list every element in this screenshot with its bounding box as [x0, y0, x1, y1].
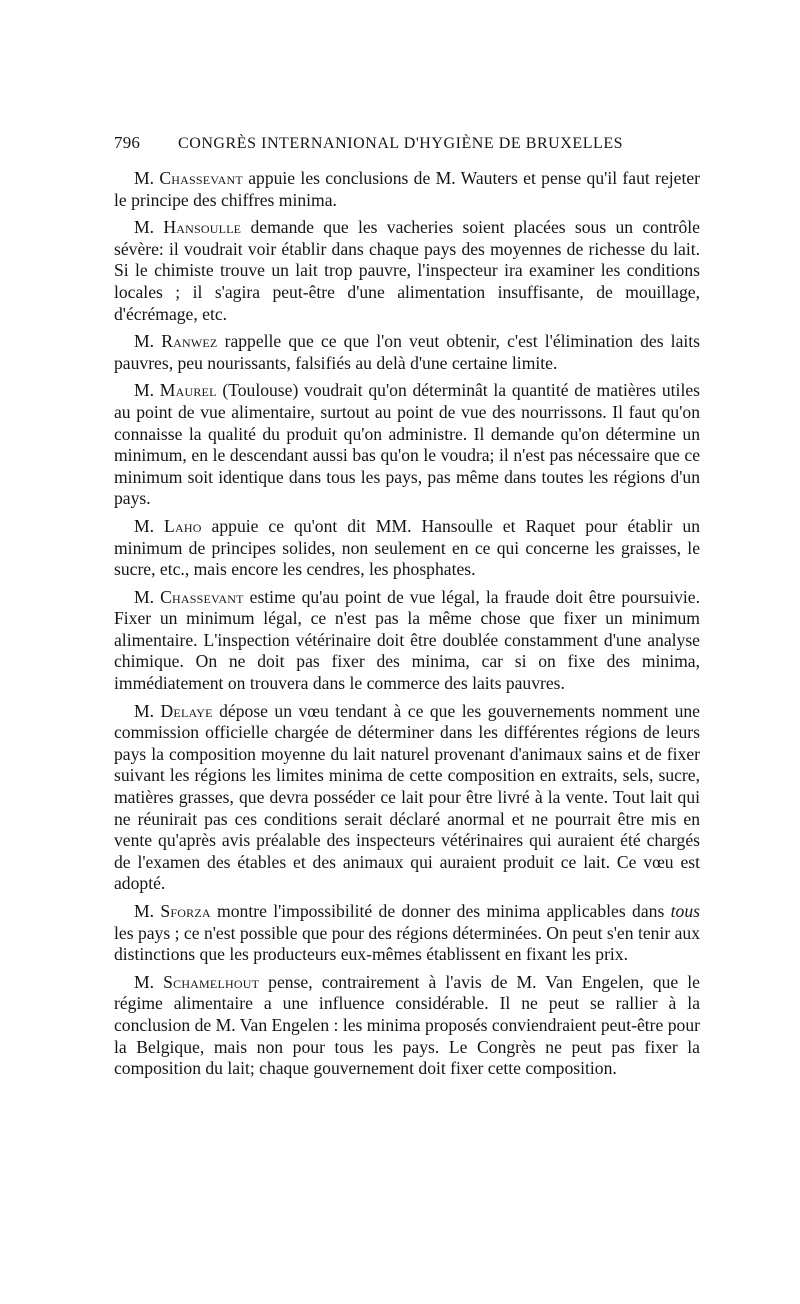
- paragraph-text: demande que les vacheries soient placées sous un contrôle sévère: il voudrait voir établir dans chaque pays des moyennes de richesse du lait. Si le chimiste trouve un lait trop pauvre, l'inspecteur ira examiner les conditions locales ; il s'agira peut-être d'une alimentation insuffisante, de mouillage, d'écrémage, etc.: [114, 217, 700, 324]
- emphasis-word: tous: [670, 901, 700, 921]
- speaker-title: M.: [134, 168, 155, 188]
- paragraph-text: rappelle que ce que l'on veut obtenir, c'est l'élimination des laits pauvres, peu nourissants, falsifiés au delà d'une certaine limite.: [114, 331, 700, 373]
- paragraph-text: appuie ce qu'ont dit MM. Hansoulle et Raquet pour établir un minimum de principes solides, non seulement en ce qui concerne les graisses, le sucre, etc., mais encore les cendres, les phosphates.: [114, 515, 700, 580]
- page-header: [114, 132, 700, 162]
- paragraph-schamelhout: [114, 972, 700, 1080]
- speaker-name: Chassevant: [159, 168, 243, 188]
- paragraph-text: (Toulouse) voudrait qu'on déterminât la quantité de matières utiles au point de vue alimentaire, surtout au point de vue des nourrissons. Il faut qu'on connaisse la qualité du produit qu'on administre. Il demande qu'on détermine un minimum, en le descendant aussi bas qu'on le voudra; il n'est pas nécessaire que ce minimum soit identique dans tous les pays, pas même dans toutes les régions d'un pays.: [114, 380, 700, 509]
- paragraph-chassevant-1: [114, 168, 700, 211]
- document-page: [114, 132, 700, 1086]
- paragraph-laho: [114, 516, 700, 581]
- speaker-title: M.: [134, 586, 155, 607]
- speaker-name: Laho: [164, 515, 202, 536]
- paragraph-text: appuie les conclusions de M. Wauters et pense qu'il faut rejeter le principe des chiffres minima.: [114, 168, 701, 210]
- speaker-title: M.: [134, 217, 155, 238]
- speaker-title: M.: [134, 515, 155, 536]
- speaker-name: Chassevant: [160, 586, 244, 607]
- speaker-name: Delaye: [160, 700, 213, 721]
- paragraph-text: dépose un vœu tendant à ce que les gouvernements nomment une commission officielle chargée de déterminer dans les différentes régions de leurs pays la composition moyenne du lait naturel provenant d'animaux sains et de fixer suivant les régions les limites minima de cette composition en extraits, sels, sucre, matières grasses, que devra posséder ce lait pour être livré à la vente. Tout lait qui ne réunirait pas ces conditions serait déclaré anormal et ne pourrait être mis en vente qu'après avis préalable des inspecteurs vétérinaires qui auraient été chargés de l'examen des étables et des animaux qui auraient produit ce lait. Ce vœu est adopté.: [114, 700, 700, 894]
- speaker-name: Maurel: [159, 380, 217, 401]
- speaker-title: M.: [134, 700, 155, 721]
- speaker-title: M.: [134, 971, 155, 992]
- speaker-name: Ranwez: [161, 331, 218, 352]
- paragraph-text-continued: les pays ; ce n'est possible que pour des régions déterminées. On peut s'en tenir aux distinctions que les producteurs eux-mêmes établissent en fixant les prix.: [114, 922, 700, 965]
- paragraph-text: pense, contrairement à l'avis de M. Van Engelen, que le régime alimentaire a une influence considérable. Il ne peut se rallier à la conclusion de M. Van Engelen : les minima proposés conviendraient peut-être pour la Belgique, mais non pour tous les pays. Le Congrès ne peut pas fixer la composition du lait; chaque gouvernement doit fixer cette composition.: [114, 971, 700, 1079]
- speaker-name: Hansoulle: [163, 217, 242, 238]
- page-number: 796: [114, 133, 141, 152]
- speaker-name: Schamelhout: [163, 971, 260, 992]
- paragraph-text: estime qu'au point de vue légal, la fraude doit être poursuivie. Fixer un minimum légal, ce n'est pas la même chose que fixer un minimum alimentaire. L'inspection vétérinaire doit être doublée constamment d'une analyse chimique. On ne doit pas fixer des minima, car si on fixe des minima, immédiatement on trouvera dans le commerce des laits pauvres.: [114, 586, 700, 694]
- paragraph-maurel: [114, 380, 700, 510]
- speaker-title: M.: [134, 380, 155, 401]
- paragraph-delaye: [114, 701, 700, 895]
- paragraph-ranwez: [114, 331, 700, 374]
- paragraph-hansoulle: [114, 217, 700, 325]
- speaker-title: M.: [134, 901, 155, 921]
- speaker-title: M.: [134, 331, 155, 352]
- paragraph-chassevant-2: [114, 587, 700, 695]
- paragraph-text: montre l'impossibilité de donner des minima applicables dans: [210, 901, 671, 921]
- paragraph-sforza: [114, 901, 700, 966]
- running-title: CONGRÈS INTERNANIONAL D'HYGIÈNE DE BRUXELLES: [178, 135, 624, 152]
- speaker-name: Sforza: [160, 901, 211, 921]
